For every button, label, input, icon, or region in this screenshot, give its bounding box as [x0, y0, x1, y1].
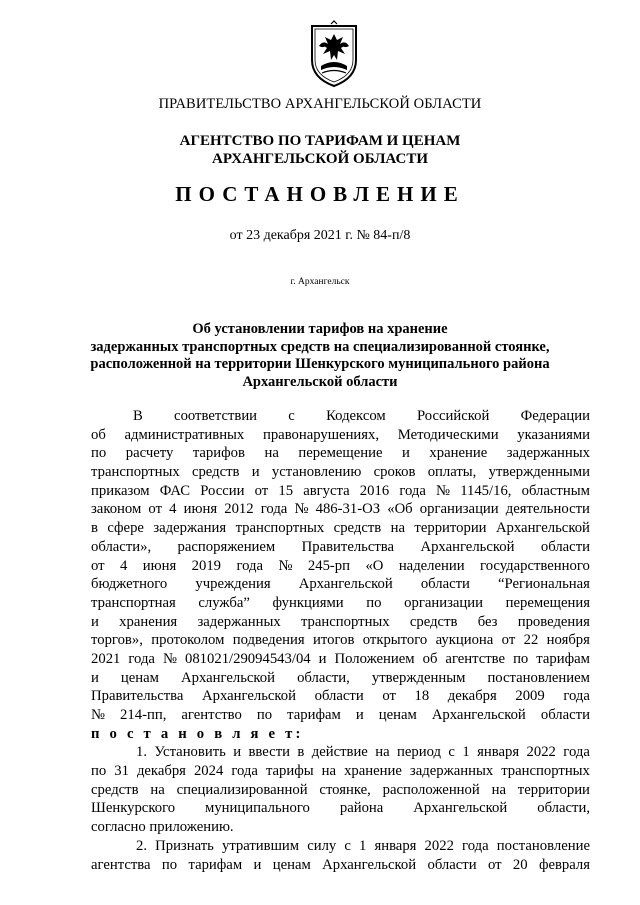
body-line: средств на специализированной стоянке, расположенной на территории [91, 781, 590, 798]
government-title: ПРАВИТЕЛЬСТВО АРХАНГЕЛЬСКОЙ ОБЛАСТИ [158, 96, 482, 112]
body-line: Шенкурского муниципального района Архангельской области, [91, 800, 590, 817]
body-line: от 4 июня 2019 года № 245-рп «О наделении государственного [91, 557, 590, 574]
agency-title [0, 132, 640, 168]
body-line: бюджетного учреждения Архангельской области “Региональная [91, 576, 590, 593]
city-name: г. Архангельск [290, 277, 350, 287]
subject-line-2: задержанных транспортных средств на специализированной стоянке, [90, 338, 550, 355]
coat-of-arms-icon [307, 20, 361, 88]
agency-title-line-1: АГЕНТСТВО ПО ТАРИФАМ И ЦЕНАМ [179, 133, 461, 149]
body-line: согласно приложению. [91, 819, 234, 836]
body-line: торгов», протоколом подведения итогов открытого аукциона от 22 ноября [91, 632, 590, 649]
body-line: области», распоряжением Правительства Архангельской области [91, 538, 590, 555]
body-line: в сфере задержания транспортных средств на территории Архангельской [91, 520, 590, 537]
body-line: законом от 4 июня 2012 года № 486-31-ОЗ «Об организации деятельности [91, 501, 590, 518]
body-line: и хранения задержанных транспортных средств без проведения [91, 613, 590, 630]
document-date-number: от 23 декабря 2021 г. № 84-п/8 [229, 228, 411, 243]
body-line: по 31 декабря 2024 года тарифы на хранение задержанных транспортных [91, 763, 590, 780]
subject-line-4: Архангельской области [242, 373, 398, 390]
body-line: 2021 года № 081021/29094543/04 и Положением об агентстве по тарифам [91, 650, 590, 667]
body-line: по расчету тарифов на перемещение и хранение задержанных [91, 445, 590, 462]
body-line: п о с т а н о в л я е т: [91, 725, 304, 742]
body-line: приказом ФАС России от 15 августа 2016 года № 1145/16, областным [91, 482, 590, 499]
document-body [91, 407, 590, 874]
body-line: транспортная служба” функциями по организации перемещения [91, 594, 590, 611]
body-line: Правительства Архангельской области от 18 декабря 2009 года [91, 688, 590, 705]
body-line: № 214-пп, агентство по тарифам и ценам Архангельской области [91, 707, 590, 723]
body-line: В соответствии с Кодексом Российской Федерации [133, 408, 590, 424]
agency-title-line-2: АРХАНГЕЛЬСКОЙ ОБЛАСТИ [212, 151, 428, 167]
subject-line-3: расположенной на территории Шенкурского муниципального района [90, 356, 550, 373]
body-line: об административных правонарушениях, Методическими указаниями [91, 426, 590, 443]
document-type: ПОСТАНОВЛЕНИЕ [175, 182, 465, 206]
subject-line-1: Об установлении тарифов на хранение [192, 321, 448, 337]
body-line: и ценам Архангельской области, утвержденным постановлением [91, 669, 590, 686]
body-line: транспортных средств и установлению сроков оплаты, утвержденными [91, 464, 590, 481]
document-subject [0, 321, 640, 391]
body-line: 2. Признать утратившим силу с 1 января 2022 года постановление [136, 837, 590, 854]
body-line: 1. Установить и ввести в действие на период с 1 января 2022 года [136, 744, 590, 761]
body-line: агентства по тарифам и ценам Архангельской области от 20 февраля [91, 856, 590, 873]
